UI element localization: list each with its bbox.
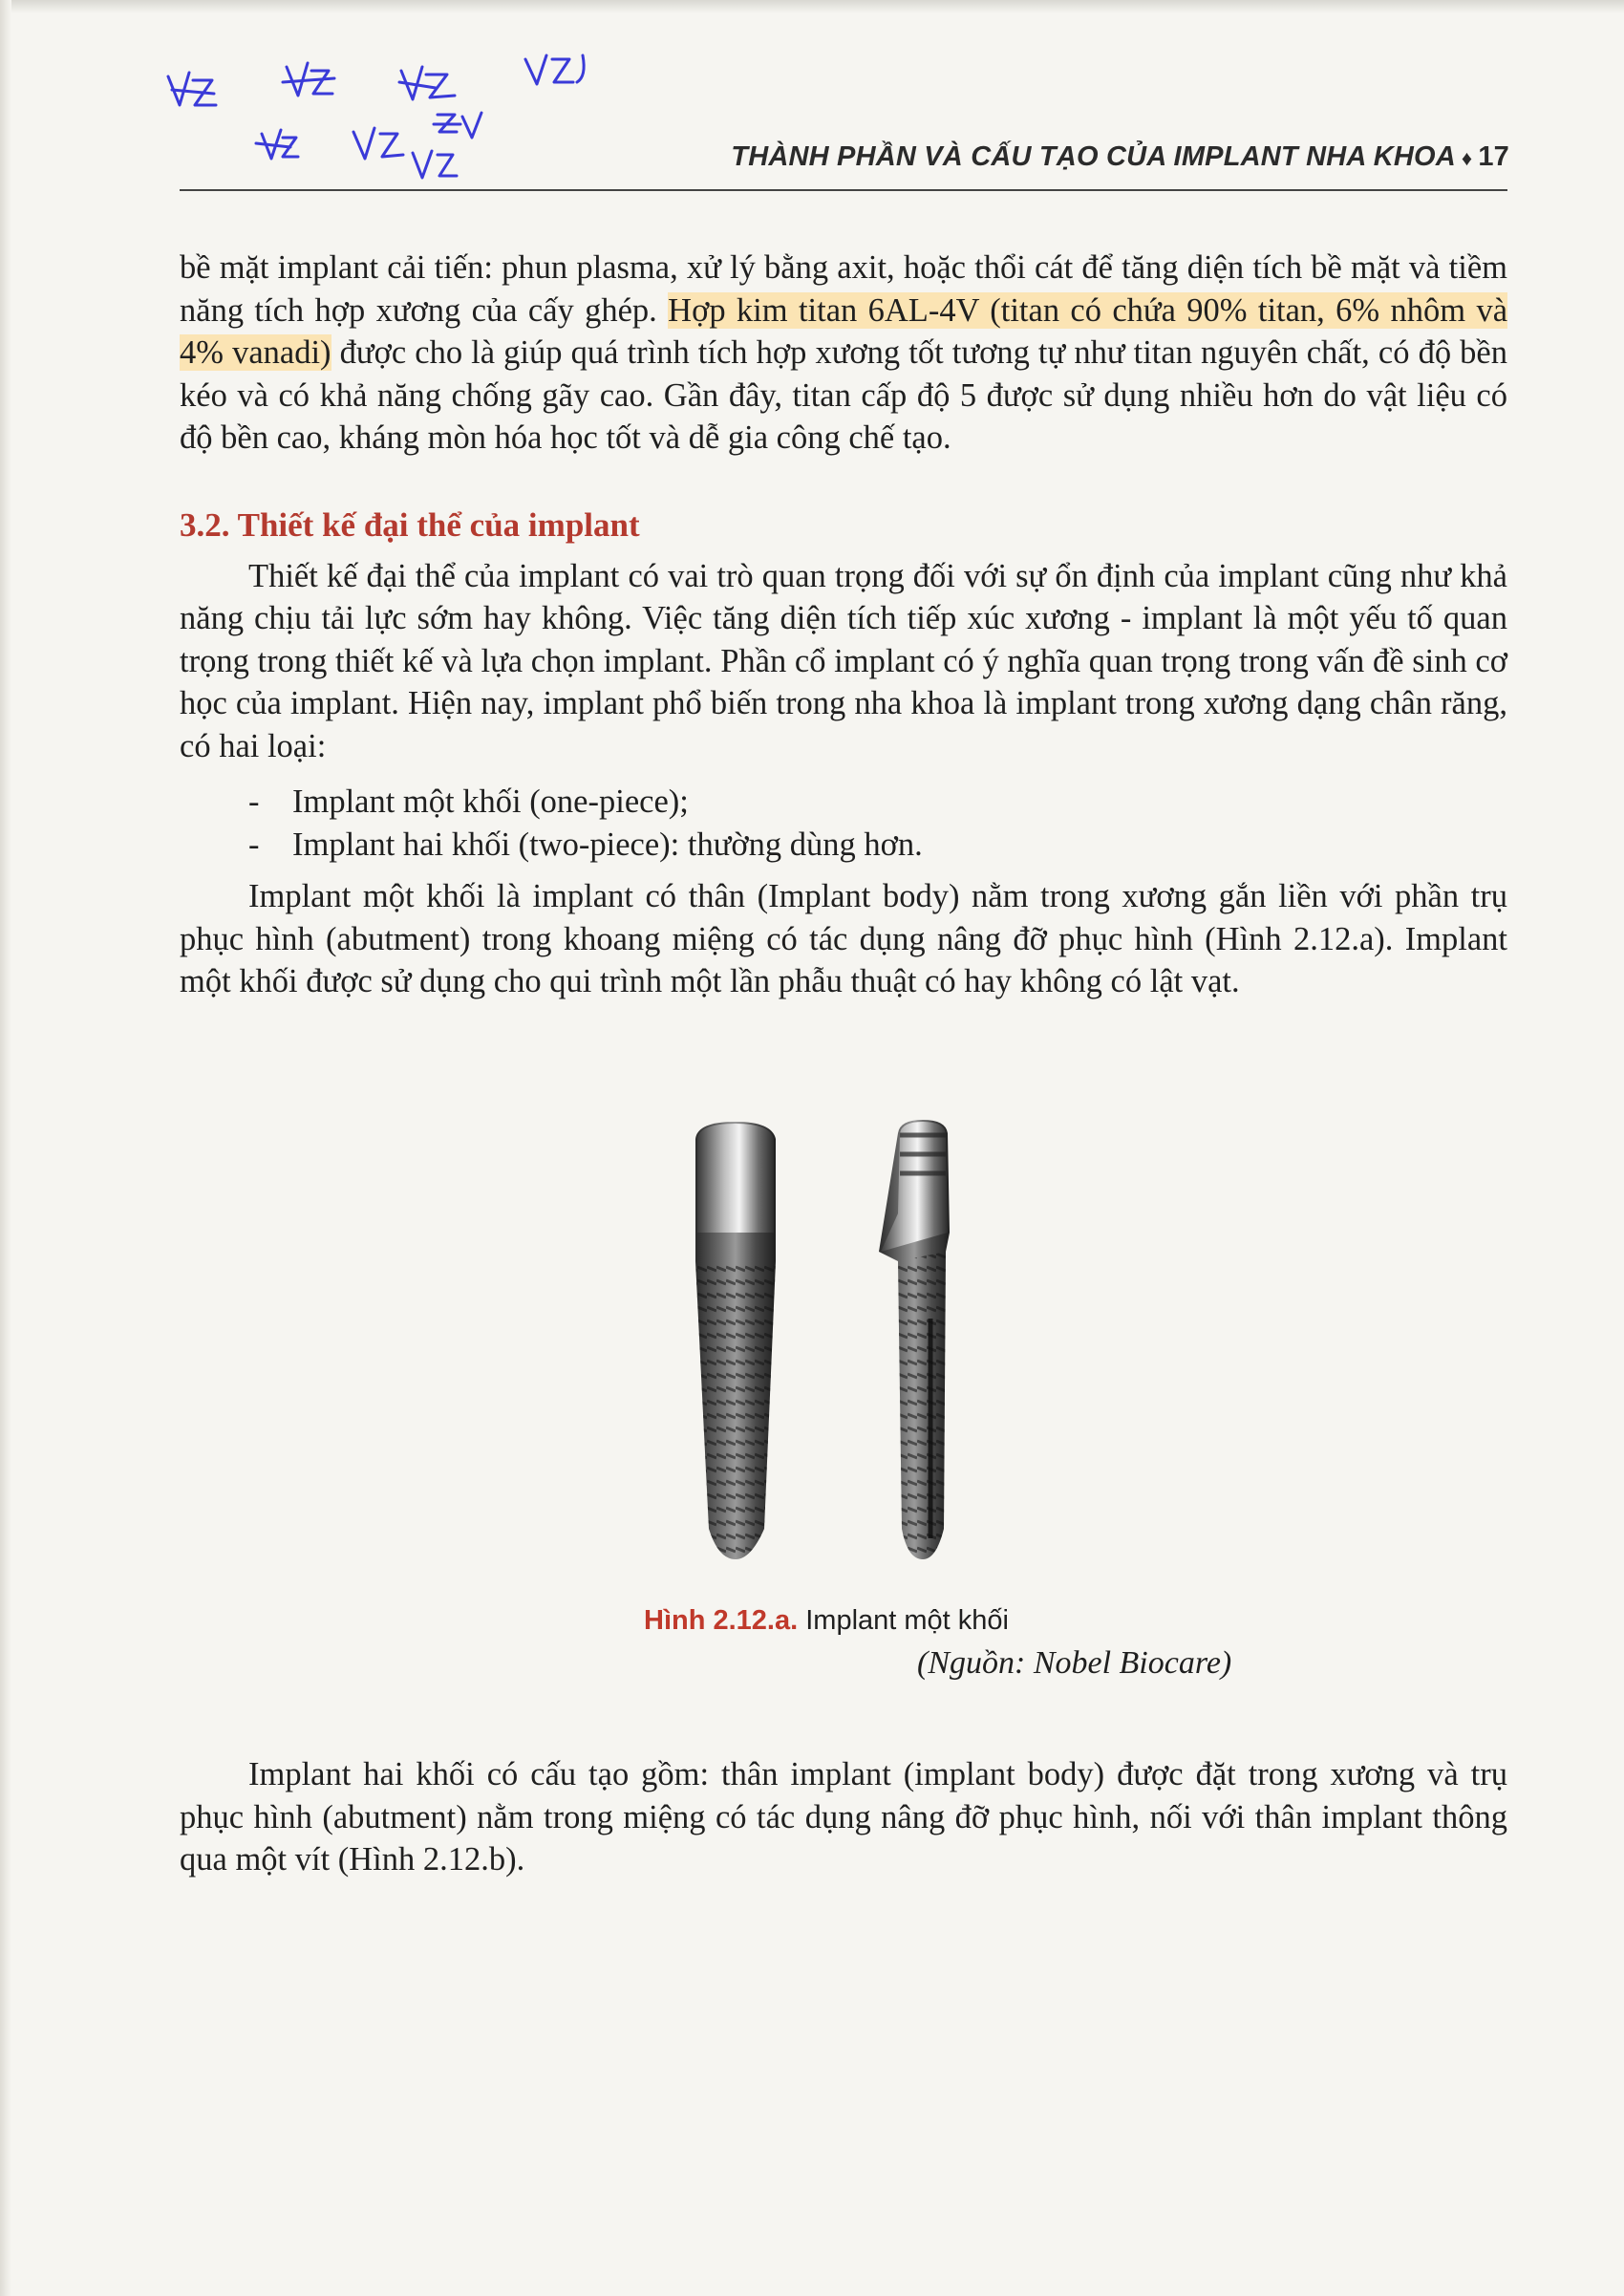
implant-types-list: [180, 781, 1507, 866]
list-dash: -: [248, 826, 260, 863]
header-rule: [180, 189, 1507, 191]
paragraph-1: [180, 247, 1507, 460]
running-header: [630, 141, 1509, 173]
list-item: [180, 824, 1507, 867]
paragraph-text: được cho là giúp quá trình tích hợp xương tốt tương tự như titan nguyên chất, có độ bền kéo và có khả năng chống gãy cao. Gần đây, titan cấp độ 5 được sử dụng nhiều hơn do vật liệu có độ bền cao, kháng mòn hóa học tốt và dễ gia công chế tạo.: [180, 334, 1507, 456]
header-separator: ♦: [1461, 146, 1473, 170]
list-item-text: Implant hai khối (two-piece): thường dùng hơn.: [292, 826, 923, 863]
section-heading: 3.2. Thiết kế đại thể của implant: [180, 505, 640, 544]
handwritten-mark: [353, 128, 403, 159]
handwritten-mark: [413, 151, 457, 178]
page-number: 17: [1478, 141, 1509, 172]
handwritten-mark: [283, 63, 334, 96]
list-item: [180, 781, 1507, 824]
handwritten-mark: [434, 113, 481, 138]
paragraph-4: Implant hai khối có cấu tạo gồm: thân implant (implant body) được đặt trong xương và trụ phục hình (abutment) nằm trong miệng có tác dụng nâng đỡ phục hình, nối với thân implant thông qua một vít (Hình 2.12.b).: [180, 1756, 1507, 1878]
figure-caption: [644, 1605, 1009, 1637]
implant-right: [879, 1120, 950, 1559]
paragraph-3: Implant một khối là implant có thân (Implant body) nằm trong xương gắn liền với phần trụ phục hình (abutment) trong khoang miệng có tác dụng nâng đỡ phục hình (Hình 2.12.a). Implant một khối được sử dụng cho qui trình một lần phẫu thuật có hay không có lật vạt.: [180, 878, 1507, 999]
list-dash: -: [248, 783, 260, 820]
paragraph-2: Thiết kế đại thể của implant có vai trò quan trọng đối với sự ổn định của implant cũng như khả năng chịu tải lực sớm hay không. Việc tăng diện tích tiếp xúc xương - implant là một yếu tố quan trọng trong thiết kế và lựa chọn implant. Phần cổ implant có ý nghĩa quan trọng trong vấn đề sinh cơ học của implant. Hiện nay, implant phổ biến trong nha khoa là implant trong xương dạng chân răng, có hai loại:: [180, 557, 1507, 764]
handwritten-mark: [256, 130, 298, 159]
list-item-text: Implant một khối (one-piece);: [292, 783, 689, 820]
handwritten-mark: [525, 55, 584, 84]
figure-source: (Nguồn: Nobel Biocare): [917, 1645, 1232, 1681]
figure-caption-text: Implant một khối: [798, 1605, 1009, 1636]
page-edge: [0, 0, 1624, 13]
highlighted-text: Hợp kim titan 6AL-4V (titan có chứa 90% titan, 6% nhôm và 4% vanadi): [180, 291, 1508, 371]
page-edge: [0, 0, 11, 2296]
figure-caption-label: Hình 2.12.a.: [644, 1605, 799, 1636]
implant-figure: [659, 1118, 1041, 1577]
handwritten-annotations: [162, 38, 659, 191]
main-content: [180, 247, 1507, 1003]
paragraph-4-container: [180, 1753, 1507, 1881]
handwritten-mark: [168, 73, 216, 105]
handwritten-mark: [399, 67, 455, 99]
implant-left: [695, 1122, 776, 1559]
header-title: THÀNH PHẦN VÀ CẤU TẠO CỦA IMPLANT NHA KHOA: [731, 141, 1456, 172]
paragraph-text: bề mặt implant cải tiến: phun plasma, xử lý bằng axit, hoặc thổi cát để tăng diện tích bề mặt và tiềm năng tích hợp xương của cấy ghép.: [180, 249, 1507, 329]
